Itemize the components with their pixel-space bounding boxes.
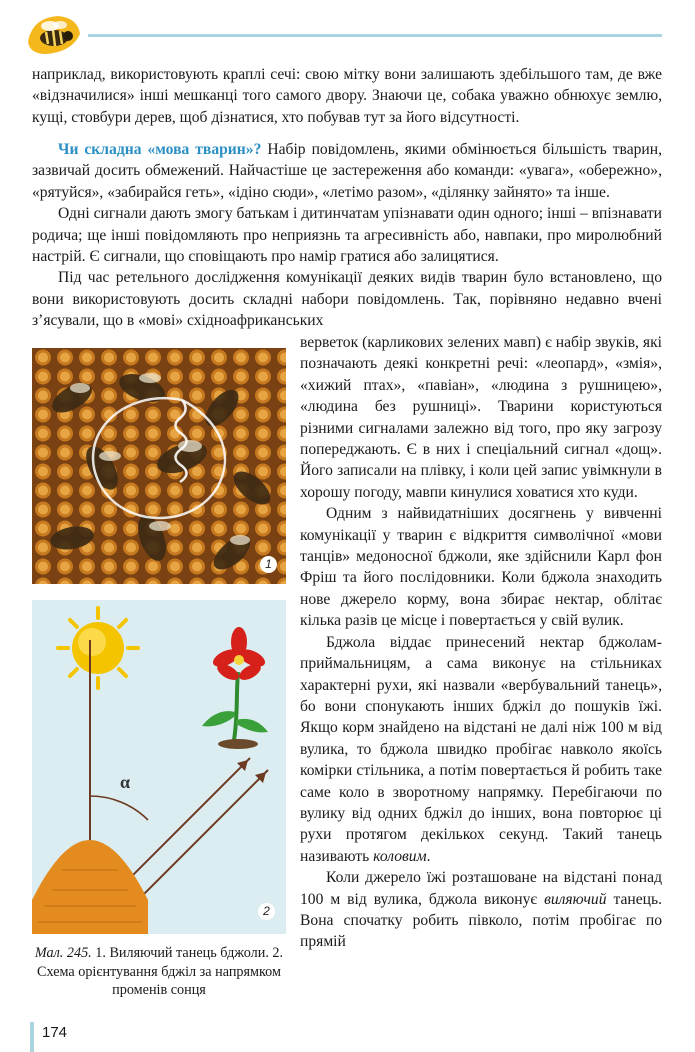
section-paragraph-4: Одним з найвидатніших досягнень у вивченні комунікації у тварин є відкриття символічної «мови танців» медоносної бджоли, яке здійснили Карл фон Фріш та його послідовники. Коли бджола знаходить нове джерело корму, вона збирає нектар, облітає кілька разів це місце і повертається у свій вулик. [300,505,662,630]
section-paragraph-3-continued: верветок (карликових зелених мавп) є набір звуків, які позначають деякі конкретні речі: «леопард», «змія», «хижий птах», «павіан», «людина з рушницею», «людина без рушниці». Тварини користуються різними сигналами залежно від того, про яку загрозу попереджають. Є в них і спеціальний сигнал «дощ». Його записали на плівку, і коли цей запис увімкнули в хорошу погоду, мавпи кинулися ховатися хто куди. [300,334,662,501]
figure-bee-dance-photo [32,348,286,584]
figure-orientation-diagram [32,600,286,934]
orientation-scheme [32,600,286,934]
beehive-icon [32,840,148,934]
sun-icon [58,608,138,688]
figure-label: Мал. 245. [34,945,92,961]
header-rule [88,34,662,37]
section-paragraph-1: Чи складна «мова тварин»? Набір повідомлень, якими обмінюється більшість тварин, зазвичай досить обмежений. Найчастіше це застереження або команди: «увага», «обережно», «рятуйся», «забирайся геть», «ідіно сюди», «летімо разом», «ділянку зайнято» та інше. [32,141,663,201]
page-number: 174 [42,1024,68,1041]
page-number-bar [30,1022,34,1052]
figure-number-1: 1 [260,556,277,573]
section-paragraph-5: Бджола віддає принесений нектар бджолам-приймальницям, а сама виконує на стільниках характерні рухи, які назвали «вербувальний танець», бо вони спонукають інших бджіл до пошуків їжі. Якщо корм знайдено на відстані не далі ніж 100 м від вулика, то бджола швидко пробігає навколо якоїсь комірки стільника, а потім повертається й робить таке саме коло в зворотному напрямку. Перебігаючи по вулику від одних бджіл до інших, вона повторює ці рухи протягом декількох секунд. Такий танець називають коловим. [300,633,662,865]
section-heading: Чи складна «мова тварин»? [58,141,262,158]
figure-caption-text: 1. Виляючий танець бджоли. 2. Схема орієнтування бджіл за напрямком променів сонця [37,945,284,998]
section-paragraph-3: Під час ретельного дослідження комунікації деяких видів тварин було встановлено, що вони використовують досить складні набори повідомлень. Так, порівняно недавно вчені з’ясували, що в «мові» східноафриканських [32,269,662,330]
section-main [32,139,662,332]
intro-paragraph: наприклад, використовують краплі сечі: свою мітку вони залишають здебільшого там, де вже «відзначилися» інші мешканці того самого двору. Знаючи це, собака уважно обнюхує землю, кущі, стовбури дерев, щоб дізнатися, хто побував тут за його відсутності. [32,66,662,126]
honeycomb-bees-image [32,348,286,584]
figure-number-2: 2 [258,903,275,920]
flower-icon [202,627,268,749]
angle-alpha-label: α [120,772,131,792]
section-paragraph-6: Коли джерело їжі розташоване на відстані понад 100 м від вулика, бджола виконує виляючий танець. Вона спочатку робить півколо, потім пробігає по прямій [300,869,663,951]
bee-icon [22,12,82,58]
figure-caption [34,944,284,1000]
section-paragraph-2: Одні сигнали дають змогу батькам і дитинчатам упізнавати один одного; інші – впізнавати родича; ще інші повідомляють про неприязнь та агресивність або, навпаки, про миролюбний настрій. Є сигнали, що сповіщають про намір гратися або залицятися. [32,205,662,266]
section-column [300,332,662,953]
